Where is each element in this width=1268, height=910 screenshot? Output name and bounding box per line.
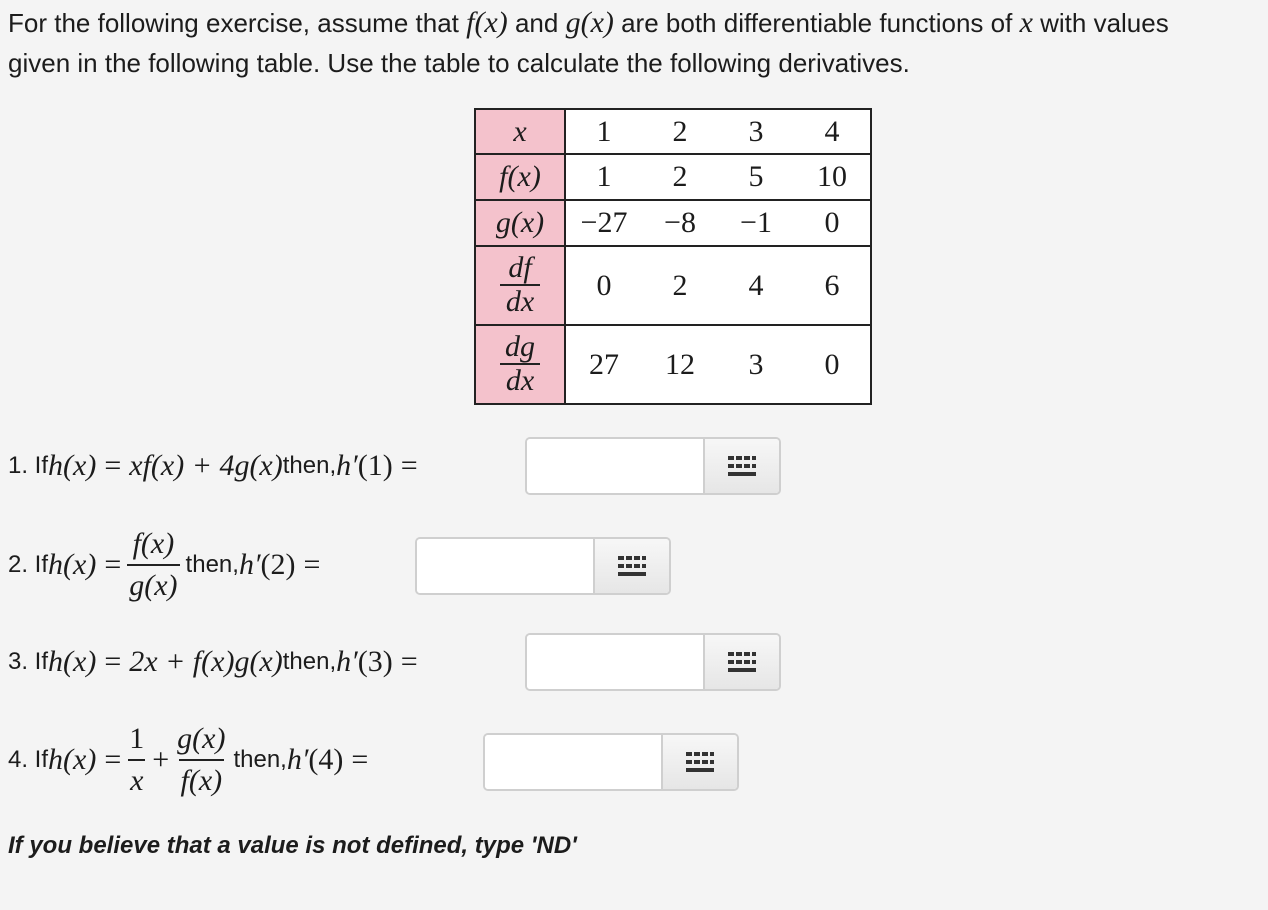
table-cell: 12 [642,325,718,404]
equals-sign: = [351,743,369,776]
question-number: 4. If [8,746,49,773]
df-denominator: dx [500,284,540,318]
table-cell: 27 [565,325,642,404]
keypad-grid-icon [727,455,757,477]
derivative-symbol: h′ [286,743,309,776]
intro-x: x [1019,6,1033,39]
intro-line-2: given in the following table. Use the table to calculate the following derivatives. [8,48,910,78]
table-cell: −1 [718,200,794,246]
fraction-numerator: f(x) [132,527,175,560]
table-row-f [475,154,871,200]
intro-text-a: For the following exercise, assume that [8,8,467,38]
table-cell: 0 [794,325,871,404]
derivative-symbol: h′ [336,645,358,678]
intro-text-b: are both differentiable functions of [613,8,1020,38]
row-label-f: f(x) [475,154,565,200]
answer-input-3[interactable] [527,635,703,689]
intro-line-1 [8,3,1268,43]
equals-sign: = [104,743,122,776]
table-row-df [475,246,871,325]
question-2 [8,520,320,610]
question-3 [8,632,418,692]
derivative-argument: (3) [357,645,393,678]
keypad-grid-icon [617,555,647,577]
exercise-intro [8,3,1268,83]
derivative-argument: (1) [357,449,393,482]
fraction-denominator: g(x) [127,564,179,604]
table-cell: 6 [794,246,871,325]
row-label-df-dx [475,246,565,325]
keypad-grid-icon [727,651,757,673]
equals-sign: = [104,449,122,482]
question-number: 1. If [8,452,49,479]
reciprocal-fraction [127,721,146,799]
answer-box-2 [415,537,671,595]
table-cell: 0 [794,200,871,246]
intro-text-and: and [507,8,566,38]
question-lhs: h(x) [48,548,97,581]
dg-numerator: dg [504,330,535,363]
answer-input-4[interactable] [485,735,661,789]
equals-sign: = [303,548,321,581]
row-label-dg-dx [475,325,565,404]
quotient-fraction [175,721,227,799]
dg-denominator: dx [500,363,540,397]
question-lhs: h(x) [48,645,97,678]
dg-dx-fraction [496,331,544,397]
plus-sign: + [152,743,170,776]
table-cell: 1 [565,154,642,200]
table-row-dg [475,325,871,404]
equals-sign: = [400,645,418,678]
fraction-numerator: 1 [129,722,145,755]
table-cell: 1 [565,109,642,154]
answer-box-4 [483,733,739,791]
quotient-fraction [127,526,179,604]
question-rhs: xf(x) + 4g(x) [129,449,283,482]
table-cell: −8 [642,200,718,246]
values-table [474,108,872,405]
table-cell: 2 [642,246,718,325]
math-keypad-button-4[interactable] [661,735,737,789]
row-label-x: x [475,109,565,154]
question-lhs: h(x) [48,743,97,776]
table-cell: 4 [794,109,871,154]
question-then: then, [185,551,239,578]
derivative-argument: (4) [308,743,344,776]
fraction-denominator: x [128,759,145,799]
keypad-grid-icon [685,751,715,773]
derivative-symbol: h′ [336,449,358,482]
answer-box-3 [525,633,781,691]
table-cell: 3 [718,109,794,154]
derivative-argument: (2) [260,548,296,581]
df-numerator: df [508,251,532,284]
question-lhs: h(x) [48,449,97,482]
answer-input-1[interactable] [527,439,703,493]
question-1 [8,436,418,496]
math-keypad-button-3[interactable] [703,635,779,689]
equals-sign: = [104,548,122,581]
table-cell: 10 [794,154,871,200]
nd-instruction-note: If you believe that a value is not defined, type 'ND' [8,832,577,859]
table-cell: 4 [718,246,794,325]
question-4 [8,715,368,805]
intro-g-of-x: g(x) [565,6,614,39]
question-then: then, [282,452,337,479]
answer-input-2[interactable] [417,539,593,593]
fraction-numerator: g(x) [177,722,226,755]
table-row-x [475,109,871,154]
question-then: then, [233,746,287,773]
answer-box-1 [525,437,781,495]
question-rhs: 2x + f(x)g(x) [129,645,283,678]
intro-f-of-x: f(x) [466,6,508,39]
df-dx-fraction [496,252,544,318]
table-cell: 2 [642,109,718,154]
row-label-g: g(x) [475,200,565,246]
equals-sign: = [104,645,122,678]
table-row-g [475,200,871,246]
fraction-denominator: f(x) [179,759,225,799]
math-keypad-button-1[interactable] [703,439,779,493]
table-cell: 3 [718,325,794,404]
question-then: then, [282,648,337,675]
derivative-symbol: h′ [238,548,261,581]
equals-sign: = [400,449,418,482]
table-cell: −27 [565,200,642,246]
intro-text-c: with values [1032,8,1169,38]
math-keypad-button-2[interactable] [593,539,669,593]
question-number: 3. If [8,648,49,675]
question-number: 2. If [8,551,49,578]
table-cell: 2 [642,154,718,200]
table-cell: 5 [718,154,794,200]
table-cell: 0 [565,246,642,325]
